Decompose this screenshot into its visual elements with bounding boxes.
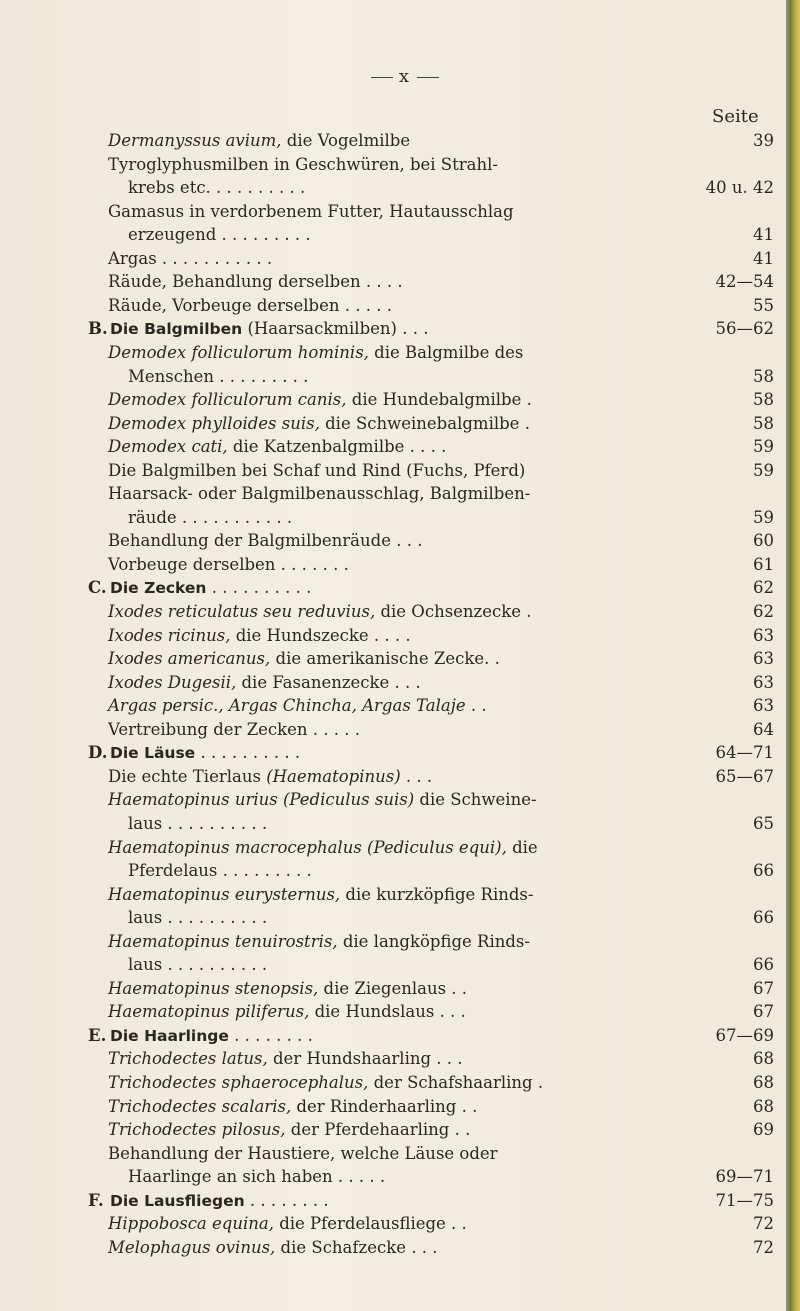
entry-page-number: 59: [753, 507, 774, 527]
page-edge: [786, 0, 800, 1311]
species-name: Haematopinus macrocephalus (Pediculus equi),: [108, 837, 507, 857]
entry-title: [128, 223, 311, 246]
entry-text: die Katzenbalgmilbe . . . .: [227, 437, 447, 457]
entry-page-number: 58: [753, 366, 774, 386]
entry-text: der Hundshaarling . . .: [267, 1049, 463, 1069]
toc-entry: [0, 1047, 786, 1070]
entry-title: [110, 317, 428, 341]
entry-title: [108, 930, 530, 953]
species-name: Ixodes americanus,: [108, 649, 271, 669]
entry-text: die amerikanische Zecke. .: [270, 649, 500, 669]
species-name: Melophagus ovinus,: [108, 1237, 276, 1257]
entry-text: Pferdelaus . . . . . . . . .: [128, 861, 312, 881]
entry-page-number: 68: [753, 1073, 774, 1092]
section-letter: F.: [88, 1190, 104, 1210]
entry-page-number: 63: [753, 672, 774, 692]
toc-entry: [0, 529, 786, 552]
toc-entry: [0, 317, 786, 340]
section-heading: Die Balgmilben: [110, 320, 243, 339]
entry-title: [110, 1189, 329, 1213]
entry-title: [108, 718, 360, 741]
toc-entry: [0, 953, 786, 976]
toc-entry: [0, 718, 786, 741]
entry-title: [128, 1165, 385, 1188]
entry-title: [128, 859, 312, 882]
entry-title: [128, 176, 305, 199]
species-name: Haematopinus piliferus,: [108, 1002, 310, 1022]
entry-page-number: 42—54: [715, 272, 774, 292]
entry-text: die Schafzecke . . .: [275, 1237, 438, 1257]
toc-entry: [0, 270, 786, 293]
toc-entry: [0, 129, 786, 152]
entry-page-number: 66: [753, 908, 774, 928]
entry-page-number: 68: [753, 1049, 774, 1069]
entry-title: [108, 529, 422, 552]
toc-entry: [0, 388, 786, 411]
entry-text: die: [506, 837, 538, 857]
entry-text: räude . . . . . . . . . . .: [128, 507, 293, 527]
entry-title: [108, 765, 432, 788]
entry-text: . . .: [400, 766, 433, 786]
toc-entry: [0, 412, 786, 435]
species-name: Demodex phylloides suis,: [108, 413, 320, 433]
toc-entry: [0, 1189, 786, 1212]
toc-entry: [0, 553, 786, 576]
entry-text: Räude, Vorbeuge derselben . . . . .: [108, 295, 392, 315]
entry-page-number: 40 u. 42: [705, 178, 774, 198]
entry-text: die Pferdelausfliege . .: [273, 1214, 467, 1234]
species-name: Ixodes reticulatus seu reduvius,: [108, 602, 376, 621]
entry-text: Menschen . . . . . . . . .: [128, 366, 309, 386]
species-name: Haematopinus tenuirostris,: [108, 931, 338, 951]
toc-entry: [0, 1071, 786, 1094]
toc-entry: [0, 671, 786, 694]
entry-text: erzeugend . . . . . . . . .: [128, 225, 311, 245]
seite-column-heading: Seite: [712, 106, 759, 127]
entry-text: Die echte Tierlaus: [108, 766, 267, 786]
entry-text: Gamasus in verdorbenem Futter, Hautausschlag: [108, 201, 514, 221]
entry-title: [108, 435, 446, 458]
entry-title: [108, 1142, 498, 1165]
entry-title: [108, 883, 533, 906]
toc-entry: [0, 176, 786, 199]
toc-entry: [0, 694, 786, 717]
species-name: Trichodectes pilosus,: [108, 1120, 286, 1140]
entry-page-number: 58: [753, 390, 774, 410]
toc-entry: [0, 836, 786, 859]
entry-page-number: 41: [753, 225, 774, 245]
entry-text: die Vogelmilbe: [281, 131, 411, 150]
entry-title: [108, 788, 537, 811]
toc-entry: [0, 1165, 786, 1188]
entry-page-number: 66: [753, 955, 774, 975]
entry-text: krebs etc. . . . . . . . . .: [128, 178, 306, 198]
species-name: Ixodes ricinus,: [108, 625, 231, 645]
toc-entry: [0, 223, 786, 246]
entry-title: [108, 1236, 437, 1259]
toc-entry: [0, 247, 786, 270]
entry-text: . .: [465, 696, 487, 716]
toc-entry: [0, 930, 786, 953]
toc-entry: [0, 1142, 786, 1165]
entry-title: [108, 459, 525, 482]
entry-title: [110, 1024, 313, 1048]
toc-entry: [0, 200, 786, 223]
entry-title: [128, 812, 267, 835]
species-name: Ixodes Dugesii,: [108, 672, 237, 692]
entry-page-number: 72: [753, 1214, 774, 1234]
section-heading: Die Läuse: [110, 744, 196, 763]
entry-page-number: 63: [753, 625, 774, 645]
entry-page-number: 72: [753, 1237, 774, 1257]
entry-title: [108, 671, 421, 694]
species-name: Trichodectes scalaris,: [108, 1096, 292, 1116]
species-name: Trichodectes latus,: [108, 1049, 268, 1069]
entry-text: die Hundslaus . . .: [309, 1002, 466, 1022]
section-heading: Die Haarlinge: [110, 1026, 229, 1045]
entry-page-number: 67—69: [715, 1025, 774, 1045]
toc-entry: [0, 1000, 786, 1023]
entry-title: [108, 200, 514, 223]
entry-text: die Balgmilbe des: [368, 342, 524, 362]
entry-text: . . . . . . . . . .: [195, 743, 301, 763]
entry-title: [108, 647, 500, 670]
toc-entry: [0, 765, 786, 788]
species-name: Haematopinus stenopsis,: [108, 978, 319, 998]
entry-title: [108, 294, 392, 317]
entry-page-number: 41: [753, 248, 774, 268]
entry-title: [110, 576, 311, 600]
section-heading: Die Zecken: [110, 579, 207, 598]
toc-entry: [0, 600, 786, 623]
species-name: Trichodectes sphaerocephalus,: [108, 1073, 369, 1092]
species-name: Haematopinus eurysternus,: [108, 884, 341, 904]
toc-entry: [0, 1095, 786, 1118]
section-letter: C.: [88, 578, 107, 598]
entry-page-number: 63: [753, 696, 774, 716]
entry-page-number: 69—71: [715, 1167, 774, 1187]
entry-text: Vertreibung der Zecken . . . . .: [108, 719, 361, 739]
toc-entry: [0, 647, 786, 670]
page-number: x: [360, 66, 450, 87]
entry-page-number: 62: [753, 578, 774, 598]
entry-title: [108, 836, 538, 859]
entry-page-number: 56—62: [715, 319, 774, 339]
entry-page-number: 71—75: [715, 1190, 774, 1210]
species-name: Haematopinus urius (Pediculus suis): [108, 790, 415, 810]
entry-title: [108, 153, 498, 176]
entry-text: die Hundebalgmilbe .: [346, 390, 532, 410]
entry-text: der Rinderhaarling . .: [291, 1096, 478, 1116]
toc-entry: [0, 624, 786, 647]
entry-title: [108, 977, 467, 1000]
toc-entry: [0, 435, 786, 458]
entry-page-number: 69: [753, 1120, 774, 1140]
entry-page-number: 61: [753, 554, 774, 574]
toc-entry: [0, 482, 786, 505]
entry-title: [108, 553, 349, 576]
entry-text: die Hundszecke . . . .: [230, 625, 411, 645]
entry-page-number: 65—67: [715, 766, 774, 786]
entry-text: Tyroglyphusmilben in Geschwüren, bei Strahl-: [108, 154, 498, 174]
toc-entry: [0, 459, 786, 482]
toc-entry: [0, 341, 786, 364]
entry-page-number: 65: [753, 813, 774, 833]
entry-page-number: 64—71: [715, 743, 774, 763]
species-name: Argas persic., Argas Chincha, Argas Talaje: [108, 696, 466, 716]
section-letter: D.: [88, 743, 108, 763]
entry-text: Behandlung der Haustiere, welche Läuse oder: [108, 1143, 498, 1163]
entry-text: Behandlung der Balgmilbenräude . . .: [108, 531, 423, 551]
entry-text: Vorbeuge derselben . . . . . . .: [108, 554, 349, 574]
entry-title: [108, 412, 530, 435]
entry-text: Argas . . . . . . . . . . .: [108, 248, 273, 268]
section-heading: Die Lausfliegen: [110, 1191, 245, 1210]
entry-title: [108, 270, 403, 293]
entry-page-number: 60: [753, 531, 774, 551]
entry-page-number: 62: [753, 602, 774, 621]
entry-text: Die Balgmilben bei Schaf und Rind (Fuchs, Pferd): [108, 460, 526, 480]
toc-entry: [0, 294, 786, 317]
entry-text: . . . . . . . .: [244, 1190, 329, 1210]
species-name: Dermanyssus avium,: [108, 131, 282, 150]
entry-text: . . . . . . . .: [228, 1025, 313, 1045]
toc-entry: [0, 576, 786, 599]
entry-title: [108, 1047, 463, 1070]
species-name: Demodex folliculorum canis,: [108, 390, 347, 410]
entry-text: laus . . . . . . . . . .: [128, 955, 268, 975]
entry-title: [108, 129, 410, 152]
entry-page-number: 67: [753, 1002, 774, 1022]
entry-title: [108, 1000, 466, 1023]
entry-title: [108, 600, 532, 623]
entry-page-number: 64: [753, 719, 774, 739]
entry-page-number: 66: [753, 861, 774, 881]
entry-title: [128, 365, 308, 388]
entry-title: [108, 1071, 543, 1094]
entry-title: [108, 624, 411, 647]
entry-page-number: 55: [753, 295, 774, 315]
entry-title: [108, 247, 272, 270]
entry-text: die Schweinebalgmilbe .: [319, 413, 530, 433]
entry-page-number: 58: [753, 413, 774, 433]
entry-page-number: 39: [753, 131, 774, 150]
entry-title: [128, 506, 292, 529]
entry-title: [108, 694, 487, 717]
toc-entry: [0, 1118, 786, 1141]
toc-entry: [0, 153, 786, 176]
toc-entry: [0, 812, 786, 835]
entry-title: [108, 1095, 477, 1118]
entry-text: laus . . . . . . . . . .: [128, 813, 268, 833]
entry-title: [128, 906, 267, 929]
entry-text: Räude, Behandlung derselben . . . .: [108, 272, 403, 292]
entry-text: die Fasanenzecke . . .: [236, 672, 421, 692]
toc-entry: [0, 977, 786, 1000]
entry-page-number: 67: [753, 978, 774, 998]
entry-text: die langköpfige Rinds-: [337, 931, 530, 951]
entry-text: die Ochsenzecke .: [375, 602, 532, 621]
entry-page-number: 59: [753, 437, 774, 457]
species-name: Hippobosca equina,: [108, 1214, 274, 1234]
toc-entry: [0, 906, 786, 929]
toc-entry: [0, 1024, 786, 1047]
species-name: Demodex folliculorum hominis,: [108, 342, 369, 362]
entry-page-number: 59: [753, 460, 774, 480]
entry-text: . . . . . . . . . .: [206, 578, 312, 598]
toc-entry: [0, 1212, 786, 1235]
entry-text: (Haarsackmilben) . . .: [242, 319, 429, 339]
entry-title: [108, 1118, 470, 1141]
toc-entry: [0, 788, 786, 811]
entry-text: die Schweine-: [414, 790, 537, 810]
entry-text: der Schafshaarling .: [368, 1073, 544, 1092]
entry-text: laus . . . . . . . . . .: [128, 908, 268, 928]
entry-title: [108, 341, 523, 364]
toc-entry: [0, 741, 786, 764]
entry-title: [108, 1212, 467, 1235]
entry-title: [108, 482, 530, 505]
toc-entry: [0, 365, 786, 388]
species-name: (Haematopinus): [266, 766, 401, 786]
section-letter: B.: [88, 319, 108, 339]
section-letter: E.: [88, 1025, 107, 1045]
toc-entry: [0, 859, 786, 882]
entry-text: die Ziegenlaus . .: [318, 978, 468, 998]
entry-page-number: 63: [753, 649, 774, 669]
species-name: Demodex cati,: [108, 437, 228, 457]
toc-entry: [0, 506, 786, 529]
toc-entry: [0, 1236, 786, 1259]
entry-text: Haarsack- oder Balgmilbenausschlag, Balgmilben-: [108, 484, 531, 504]
entry-title: [108, 388, 532, 411]
toc-entry: [0, 883, 786, 906]
entry-page-number: 68: [753, 1096, 774, 1116]
entry-title: [128, 953, 267, 976]
entry-title: [110, 741, 300, 765]
entry-text: Haarlinge an sich haben . . . . .: [128, 1167, 386, 1187]
entry-text: der Pferdehaarling . .: [285, 1120, 471, 1140]
entry-text: die kurzköpfige Rinds-: [340, 884, 534, 904]
